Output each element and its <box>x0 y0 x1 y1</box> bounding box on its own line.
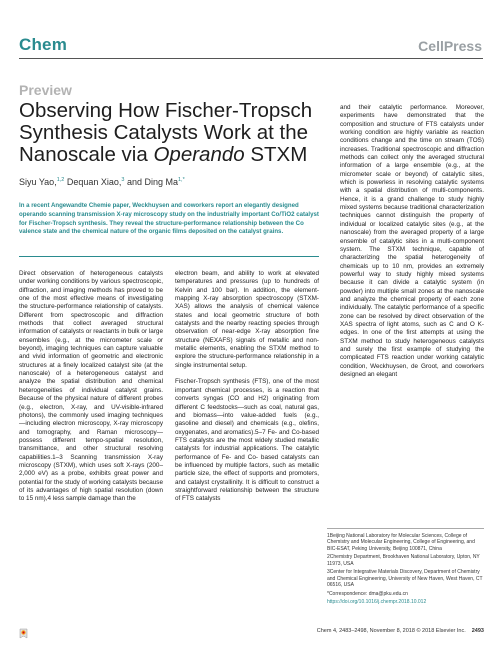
article-title <box>19 100 319 166</box>
author-list <box>19 177 185 187</box>
page-number: 2493 <box>471 628 484 634</box>
body-column-1 <box>19 270 163 504</box>
author-name: Siyu Yao, <box>19 177 57 187</box>
header-rule <box>19 58 483 59</box>
doi-link[interactable]: https://doi.org/10.1016/j.chempr.2018.10.012 <box>327 599 427 606</box>
author-affiliation: 1,* <box>178 177 185 183</box>
citation: Chem 4, 2483–2498, November 8, 2018 © 2018 Elsevier Inc. <box>316 628 466 634</box>
correspondence: *Correspondence: dma@pku.edu.cn <box>327 590 408 597</box>
author-name: and Ding Ma <box>124 177 178 187</box>
body-paragraph: Direct observation of heterogeneous catalysts under working conditions by various spectroscopic, diffraction, and imaging methods has proved to be one of the most effective means of investigating the structure-performance relationship of catalysts. Different from spectroscopic and diffraction methods that collect averaged structural information of catalysts or reactants in bulk or large ensembles (e.g., at the micrometer scale or beyond), imaging techniques can capture valuable and vivid information of geometric and electronic structures at a finely localized catalyst site (at the nanoscale) of a heterogeneous catalyst and analyze the spatial distribution and chemical heterogeneities of individual catalyst grains. Because of the physical nature of different probes (e.g., electron, X-ray, and UV-visible-infrared photons), the commonly used imaging techniques—including electron microscopy, X-ray microscopy and tomography, and Raman microscopy—possess different tempo-spatial resolution, transmittance, and other structural resolving capabilities.1–3 Scanning transmission X-ray microscopy (STXM), which uses soft X-rays (200–2,000 eV) as a probe, exhibits great power and potential for the study of working catalysts because of its advantages of high spatial resolution (down to 15 nm),4 less sample damage than the <box>19 270 163 503</box>
body-paragraph: and their catalytic performance. Moreover, experiments have demonstrated that the composition and structure of FTS catalysts under working condition are highly variable as reaction conditions change and the time on stream (TOS) increases. Traditional spectroscopic and diffraction methods can collect only the averaged structural information of a large ensemble (e.g., at the micrometer scale or beyond) of catalytic sites, which is powerless in resolving catalytic systems with a spatial distribution of multi-components. Hence, it is a grand challenge to study highly mixed systems because traditional characterization techniques cannot distinguish the property of individual or localized catalytic sites (e.g., at the nanoscale) from the averaged property of a large ensemble of catalytic sites in a multi-component system. The STXM technique, capable of characterizing the spatial heterogeneity of chemicals up to 10 nm, provides an extremely powerful way to study highly mixed systems because it can divide a catalytic system (in powder) into multiple small zones at the nanoscale and analyze the chemical property of each zone individually. The catalytic performance of a specific zone can be resolved by direct observation of the XAS spectra of light atoms, such as C and O K-edges. In one of the first attempts at using the STXM method to study heterogeneous catalysts and surely the first example of studying the complicated FTS reaction under working catalytic condition, Weckhuysen, de Groot, and coworkers designed an elegant <box>340 104 484 378</box>
journal-name: Chem <box>19 35 68 54</box>
affiliation-1: 1Beijing National Laboratory for Molecular Sciences, College of Chemistry and Molecular Engineering, College of Engineering, and BIC-ESAT, Peking University, Beijing 100871, China <box>327 533 475 552</box>
affiliation-2: 2Chemistry Department, Brookhaven National Laboratory, Upton, NY 11973, USA <box>327 554 480 567</box>
title-text-2: STXM <box>244 143 308 166</box>
title-text-1: Observing How Fischer-Tropsch Synthesis Catalysts Work at the Nanoscale via <box>19 99 313 166</box>
section-label: Preview <box>19 82 72 98</box>
body-column-3 <box>340 104 484 379</box>
body-paragraph: Fischer-Tropsch synthesis (FTS), one of the most important chemical processes, is a reaction that converts syngas (CO and H2) originating from different C feedstocks—such as coal, natural gas, and biomass—into value-added fuels (e.g., gasoline and diesel) and chemicals (e.g., olefins, oxygenates, and aromatics).5–7 Fe- and Co-based FTS catalysts are the most widely studied metallic catalysts for industrial applications. The catalytic performance of Fe- and Co- based catalysts can be influenced by multiple factors, such as metallic particle size, the effect of supports and promoters, and catalyst crystallinity. It is difficult to construct a straightforward relationship between the structure of FTS catalysts <box>175 378 319 503</box>
title-italic: Operando <box>153 143 245 166</box>
check-for-updates-icon[interactable] <box>19 628 28 639</box>
affiliation-3: 3Center for Integrative Materials Discovery, Department of Chemistry and Chemical Engineering, University of New Haven, West Haven, CT 06516, USA <box>327 569 483 589</box>
author-name: Dequan Xiao, <box>64 177 122 187</box>
author-affiliation: 3 <box>121 177 125 183</box>
author-affiliation: 1,2 <box>56 177 65 183</box>
summary-rule <box>19 256 319 257</box>
footnote-rule <box>327 528 484 529</box>
body-paragraph: electron beam, and ability to work at elevated temperatures and pressures (up to hundreds of Kelvin and 100 bar). In addition, the element-mapping X-ray absorption spectroscopy (STXM-XAS) allows the analysis of chemical valence states and local geometric structure of both catalysts and the nearby reacting species through observation of near-edge X-ray absorption fine structure (NEXAFS) signals of metallic and non-metallic elements, enabling the STXM method to explore the structure-performance relationship in a single instrumental setup. <box>175 270 319 369</box>
affiliations <box>327 533 484 608</box>
page-footer <box>317 628 484 634</box>
summary-abstract: In a recent Angewandte Chemie paper, Weckhuysen and coworkers report an elegantly designed operando scanning transmission X-ray microscopy study on the industrially important Co/TiO2 catalyst for Fischer-Tropsch synthesis. They reveal the structure-performance relationship between the Co valence state and the chemical nature of the organic films deposited on the catalyst grains. <box>19 202 319 236</box>
body-column-2 <box>175 270 319 504</box>
publisher-logo: CellPress <box>418 38 482 54</box>
